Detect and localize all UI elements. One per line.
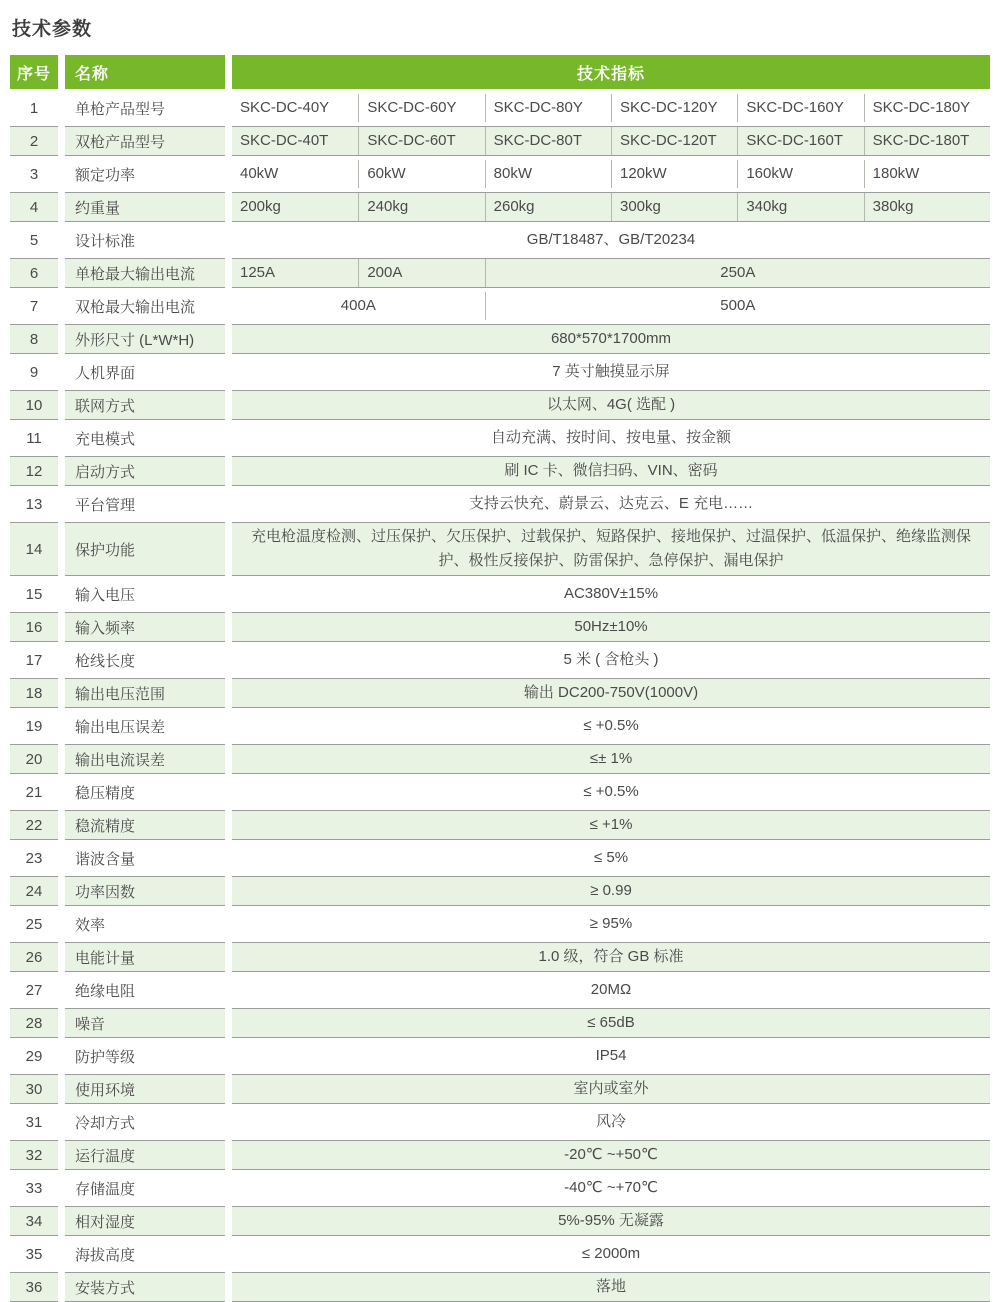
column-gap [225, 1107, 232, 1137]
row-name: 存储温度 [75, 1180, 136, 1198]
row-number: 33 [25, 1179, 43, 1197]
row-values [232, 192, 990, 222]
row-number: 30 [10, 1074, 58, 1104]
column-gap [58, 876, 65, 906]
table-row [10, 423, 990, 453]
row-name: 防护等级 [75, 1048, 136, 1066]
row-values [232, 1206, 990, 1236]
row-values [232, 324, 990, 354]
table-row [10, 291, 990, 321]
row-number: 13 [25, 495, 43, 513]
row-number: 1 [29, 99, 39, 117]
table-row [10, 1107, 990, 1137]
row-number: 21 [25, 783, 43, 801]
row-number: 27 [25, 981, 43, 999]
row-number: 23 [25, 849, 43, 867]
row-number: 26 [10, 942, 58, 972]
row-values [232, 93, 990, 123]
column-gap [225, 1239, 232, 1269]
row-values [232, 1107, 990, 1137]
column-gap [225, 390, 232, 420]
row-number: 3 [29, 165, 39, 183]
column-gap [58, 225, 65, 255]
row-number: 31 [25, 1113, 43, 1131]
spec-cell: 刷 IC 卡、微信扫码、VIN、密码 [504, 462, 718, 479]
table-row [10, 93, 990, 123]
table-row [10, 744, 990, 774]
header-col-name: 名称 [65, 55, 225, 89]
row-name: 谐波含量 [75, 850, 136, 868]
row-name: 输出电压范围 [65, 678, 225, 708]
spec-cell: ≤ 5% [593, 849, 629, 866]
table-row [10, 942, 990, 972]
column-gap [58, 159, 65, 189]
table-row [10, 1074, 990, 1104]
row-values [232, 522, 990, 576]
spec-cell: SKC-DC-180T [864, 127, 990, 155]
spec-cell: SKC-DC-80T [485, 127, 611, 155]
spec-cell: 支持云快充、蔚景云、达克云、E 充电…… [468, 495, 754, 512]
row-values [232, 423, 990, 453]
row-number: 34 [10, 1206, 58, 1236]
column-gap [58, 1173, 65, 1203]
row-name: 设计标准 [75, 232, 136, 250]
row-number: 5 [29, 231, 39, 249]
column-gap [225, 522, 232, 576]
row-values [232, 876, 990, 906]
table-row [10, 1239, 990, 1269]
table-row [10, 612, 990, 642]
row-name: 噪音 [65, 1008, 225, 1038]
spec-cell: SKC-DC-160T [737, 127, 863, 155]
page-title: 技术参数 [12, 19, 93, 40]
spec-cell: SKC-DC-120T [611, 127, 737, 155]
column-gap [58, 909, 65, 939]
row-number: 24 [10, 876, 58, 906]
row-name: 功率因数 [65, 876, 225, 906]
column-gap [225, 1008, 232, 1038]
column-gap [225, 579, 232, 609]
table-row [10, 711, 990, 741]
column-gap [58, 126, 65, 156]
table-row [10, 159, 990, 189]
spec-cell: 125A [240, 264, 276, 281]
row-number: 10 [10, 390, 58, 420]
column-gap [58, 1239, 65, 1269]
column-gap [58, 1272, 65, 1302]
spec-cell: GB/T18487、GB/T20234 [526, 231, 696, 248]
column-gap [225, 489, 232, 519]
table-row [10, 645, 990, 675]
column-gap [58, 1008, 65, 1038]
row-number: 36 [10, 1272, 58, 1302]
spec-cell: 240kg [358, 193, 484, 221]
column-gap [58, 390, 65, 420]
spec-cell: 160kW [737, 160, 863, 188]
column-gap [225, 1272, 232, 1302]
spec-cell: 260kg [485, 193, 611, 221]
column-gap [58, 1206, 65, 1236]
row-number: 19 [25, 717, 43, 735]
spec-cell: ≥ 0.99 [590, 882, 632, 899]
spec-cell: ≤ 65dB [587, 1014, 635, 1031]
spec-cell: 500A [485, 292, 990, 320]
row-number: 9 [29, 363, 39, 381]
spec-cell: 340kg [737, 193, 863, 221]
spec-cell: AC380V±15% [563, 585, 659, 602]
table-row [10, 1041, 990, 1071]
table-body [10, 93, 990, 1302]
row-values [232, 1239, 990, 1269]
row-values [232, 810, 990, 840]
row-name: 双枪最大输出电流 [75, 298, 196, 316]
row-values [232, 126, 990, 156]
row-number: 4 [10, 192, 58, 222]
table-row [10, 1272, 990, 1302]
column-gap [58, 1107, 65, 1137]
row-name: 使用环境 [65, 1074, 225, 1104]
column-gap [58, 357, 65, 387]
row-values [232, 225, 990, 255]
column-gap [225, 324, 232, 354]
spec-cell: ≥ 95% [589, 915, 633, 932]
spec-cell: SKC-DC-60T [358, 127, 484, 155]
spec-cell: ≤ +0.5% [583, 783, 639, 800]
row-number: 28 [10, 1008, 58, 1038]
column-gap [225, 423, 232, 453]
row-name: 充电模式 [75, 430, 136, 448]
row-name: 额定功率 [75, 166, 136, 184]
row-values [232, 291, 990, 321]
row-number: 6 [10, 258, 58, 288]
row-name: 海拔高度 [75, 1246, 136, 1264]
column-gap [225, 975, 232, 1005]
spec-cell: 自动充满、按时间、按电量、按金额 [490, 429, 731, 446]
column-gap [58, 579, 65, 609]
spec-cell: 5%-95% 无凝露 [558, 1212, 664, 1229]
spec-cell: SKC-DC-40T [240, 132, 329, 149]
row-name: 约重量 [65, 192, 225, 222]
row-values [232, 942, 990, 972]
row-name: 效率 [75, 916, 106, 934]
row-number: 18 [10, 678, 58, 708]
column-gap [58, 192, 65, 222]
table-row [10, 390, 990, 420]
column-gap [58, 55, 65, 89]
row-values [232, 612, 990, 642]
column-gap [225, 1206, 232, 1236]
spec-cell: 落地 [595, 1278, 626, 1295]
table-row [10, 579, 990, 609]
column-gap [225, 1074, 232, 1104]
column-gap [225, 777, 232, 807]
row-name: 双枪产品型号 [65, 126, 225, 156]
row-name: 冷却方式 [75, 1114, 136, 1132]
row-name: 人机界面 [75, 364, 136, 382]
spec-cell: IP54 [595, 1047, 627, 1064]
row-name: 稳流精度 [65, 810, 225, 840]
row-name: 电能计量 [65, 942, 225, 972]
spec-cell: 20MΩ [590, 981, 632, 998]
column-gap [225, 645, 232, 675]
column-gap [225, 456, 232, 486]
table-row [10, 909, 990, 939]
spec-cell: 200A [358, 259, 484, 287]
column-gap [225, 159, 232, 189]
table-row [10, 225, 990, 255]
column-gap [58, 975, 65, 1005]
spec-cell: 输出 DC200-750V(1000V) [523, 684, 699, 701]
header-col-no: 序号 [10, 55, 58, 89]
row-number: 15 [25, 585, 43, 603]
spec-cell: 250A [485, 259, 990, 287]
column-gap [225, 1140, 232, 1170]
spec-cell: ≤ 2000m [581, 1245, 641, 1262]
table-row [10, 1206, 990, 1236]
row-name: 枪线长度 [75, 652, 136, 670]
spec-table [10, 55, 990, 1302]
spec-cell: SKC-DC-80Y [485, 94, 611, 122]
row-values [232, 678, 990, 708]
spec-cell: 200kg [240, 198, 281, 215]
row-values [232, 390, 990, 420]
column-gap [225, 55, 232, 89]
table-row [10, 192, 990, 222]
row-number: 32 [10, 1140, 58, 1170]
column-gap [225, 192, 232, 222]
spec-cell: 以太网、4G( 选配 ) [546, 396, 676, 413]
column-gap [225, 876, 232, 906]
row-number: 25 [25, 915, 43, 933]
row-number: 7 [29, 297, 39, 315]
column-gap [58, 456, 65, 486]
spec-cell: SKC-DC-160Y [737, 94, 863, 122]
column-gap [225, 126, 232, 156]
row-number: 16 [10, 612, 58, 642]
row-values [232, 489, 990, 519]
spec-cell: ≤ +0.5% [583, 717, 639, 734]
column-gap [58, 645, 65, 675]
column-gap [225, 942, 232, 972]
row-values [232, 1272, 990, 1302]
column-gap [225, 93, 232, 123]
row-name: 平台管理 [75, 496, 136, 514]
row-values [232, 1074, 990, 1104]
table-header-row [10, 55, 990, 89]
row-values [232, 1041, 990, 1071]
row-values [232, 645, 990, 675]
column-gap [225, 678, 232, 708]
column-gap [58, 942, 65, 972]
row-number: 22 [10, 810, 58, 840]
spec-cell: 50Hz±10% [574, 618, 648, 635]
row-values [232, 1008, 990, 1038]
row-values [232, 744, 990, 774]
column-gap [58, 93, 65, 123]
column-gap [225, 744, 232, 774]
row-values [232, 456, 990, 486]
row-name: 运行温度 [65, 1140, 225, 1170]
table-row [10, 975, 990, 1005]
spec-cell: 40kW [240, 165, 279, 182]
row-name: 保护功能 [65, 522, 225, 576]
table-row [10, 678, 990, 708]
column-gap [225, 258, 232, 288]
column-gap [225, 1041, 232, 1071]
column-gap [58, 843, 65, 873]
column-gap [225, 612, 232, 642]
spec-cell: 80kW [485, 160, 611, 188]
table-row [10, 324, 990, 354]
row-values [232, 843, 990, 873]
table-row [10, 876, 990, 906]
row-name: 稳压精度 [75, 784, 136, 802]
column-gap [58, 810, 65, 840]
table-row [10, 843, 990, 873]
row-values [232, 975, 990, 1005]
table-row [10, 1008, 990, 1038]
spec-cell: 400A [340, 297, 376, 314]
row-name: 输入频率 [65, 612, 225, 642]
column-gap [58, 324, 65, 354]
table-row [10, 258, 990, 288]
spec-cell: 室内或室外 [573, 1080, 649, 1097]
table-row [10, 777, 990, 807]
column-gap [225, 1173, 232, 1203]
spec-cell: SKC-DC-60Y [358, 94, 484, 122]
row-name: 单枪最大输出电流 [65, 258, 225, 288]
spec-cell: 风冷 [595, 1113, 626, 1130]
spec-cell: -20℃ ~+50℃ [564, 1146, 658, 1163]
table-row [10, 357, 990, 387]
row-values [232, 777, 990, 807]
spec-cell: 680*570*1700mm [550, 330, 672, 347]
column-gap [58, 423, 65, 453]
spec-cell: -40℃ ~+70℃ [564, 1179, 658, 1196]
spec-cell: SKC-DC-120Y [611, 94, 737, 122]
column-gap [225, 909, 232, 939]
column-gap [58, 489, 65, 519]
column-gap [58, 258, 65, 288]
row-number: 29 [25, 1047, 43, 1065]
spec-cell: 5 米 ( 含枪头 ) [563, 651, 659, 668]
row-number: 20 [10, 744, 58, 774]
column-gap [58, 711, 65, 741]
spec-cell: ≤ +1% [589, 816, 633, 833]
row-number: 11 [26, 429, 42, 447]
row-values [232, 159, 990, 189]
row-number: 14 [10, 522, 58, 576]
column-gap [58, 1074, 65, 1104]
column-gap [58, 291, 65, 321]
column-gap [58, 777, 65, 807]
row-number: 12 [10, 456, 58, 486]
row-name: 输出电压误差 [75, 718, 166, 736]
column-gap [225, 291, 232, 321]
row-values [232, 1140, 990, 1170]
row-name: 安装方式 [65, 1272, 225, 1302]
row-values [232, 258, 990, 288]
row-values [232, 1173, 990, 1203]
column-gap [58, 678, 65, 708]
spec-cell: 1.0 级，符合 GB 标准 [538, 948, 684, 965]
column-gap [225, 711, 232, 741]
table-row [10, 489, 990, 519]
spec-cell: 300kg [611, 193, 737, 221]
row-name: 联网方式 [65, 390, 225, 420]
spec-cell: 180kW [864, 160, 990, 188]
spec-cell: 120kW [611, 160, 737, 188]
row-number: 2 [10, 126, 58, 156]
spec-cell: SKC-DC-180Y [864, 94, 990, 122]
row-name: 相对湿度 [65, 1206, 225, 1236]
spec-cell: ≤± 1% [589, 750, 633, 767]
spec-cell: 60kW [358, 160, 484, 188]
row-number: 8 [10, 324, 58, 354]
spec-cell: 充电枪温度检测、过压保护、欠压保护、过载保护、短路保护、接地保护、过温保护、低温保护、绝缘监测保护、极性反接保护、防雷保护、急停保护、漏电保护 [250, 528, 971, 569]
column-gap [225, 843, 232, 873]
header-col-spec: 技术指标 [232, 55, 990, 89]
column-gap [58, 612, 65, 642]
column-gap [225, 810, 232, 840]
row-name: 单枪产品型号 [75, 100, 166, 118]
column-gap [58, 744, 65, 774]
row-number: 17 [25, 651, 43, 669]
row-number: 35 [25, 1245, 43, 1263]
row-name: 输入电压 [75, 586, 136, 604]
row-values [232, 711, 990, 741]
row-name: 绝缘电阻 [75, 982, 136, 1000]
table-row [10, 456, 990, 486]
table-row [10, 1140, 990, 1170]
column-gap [58, 522, 65, 576]
spec-cell: SKC-DC-40Y [240, 99, 330, 116]
row-name: 外形尺寸 (L*W*H) [65, 324, 225, 354]
table-row [10, 522, 990, 576]
column-gap [58, 1140, 65, 1170]
column-gap [225, 225, 232, 255]
table-row [10, 126, 990, 156]
row-values [232, 909, 990, 939]
column-gap [225, 357, 232, 387]
row-name: 输出电流误差 [65, 744, 225, 774]
row-values [232, 357, 990, 387]
table-row [10, 810, 990, 840]
spec-cell: 380kg [864, 193, 990, 221]
spec-cell: 7 英寸触摸显示屏 [552, 363, 670, 380]
row-values [232, 579, 990, 609]
row-name: 启动方式 [65, 456, 225, 486]
column-gap [58, 1041, 65, 1071]
table-row [10, 1173, 990, 1203]
